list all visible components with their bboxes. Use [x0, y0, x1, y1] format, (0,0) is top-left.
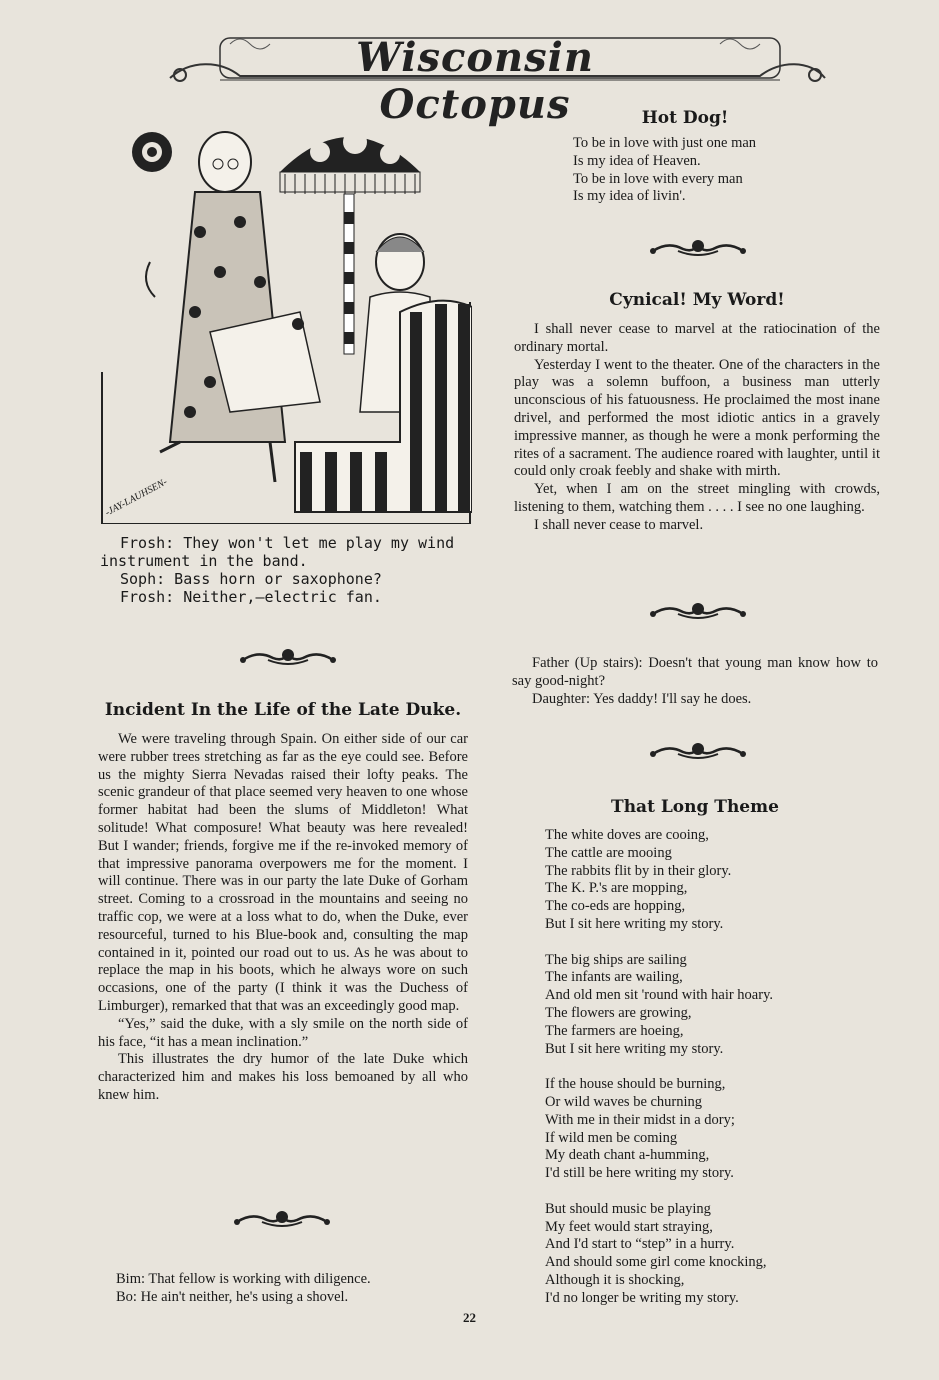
cynical-article	[514, 321, 880, 535]
poem-line: The co-eds are hopping,	[545, 898, 686, 915]
poem-line: If wild men be coming	[545, 1129, 678, 1146]
poem-line: But I sit here writing my story.	[545, 1040, 724, 1057]
frosh-joke	[100, 534, 480, 606]
father-joke	[512, 655, 878, 708]
cynical-title: Cynical! My Word!	[609, 290, 785, 310]
poem-line: The big ships are sailing	[545, 951, 687, 968]
masthead-title: Wisconsin Octopus	[356, 34, 594, 128]
divider-ornament	[648, 740, 748, 767]
poem-line: The flowers are growing,	[545, 1004, 692, 1021]
joke-line: Frosh: They won't let me play my wind	[120, 534, 455, 552]
poem-stanza	[545, 827, 885, 934]
article-paragraph: Yet, when I am on the street mingling with crowds, listening to them, watching them . . . . I see no one laughing.	[514, 481, 880, 515]
divider-ornament	[648, 237, 748, 264]
poem-line: And should some girl come knocking,	[545, 1254, 767, 1271]
incident-article	[98, 731, 468, 1105]
hot-dog-poem	[573, 135, 873, 206]
poem-line: I'd still be here writing my story.	[545, 1165, 734, 1182]
poem-line: And old men sit 'round with hair hoary.	[545, 987, 773, 1004]
cartoon-signature: -JAY-LAUHSEN-	[103, 476, 170, 519]
poem-stanza	[545, 952, 885, 1059]
poem-line: Is my idea of Heaven.	[573, 152, 701, 169]
article-paragraph: Yesterday I went to the theater. One of the characters in the play was a solemn buffoon, a business man utterly unconscious of his fatuousness. He proclaimed the most inane drivel, and performed the most idiotic antics in a gravely impressive manner, as though he were a monk performing the rites of a sacrament. The audience roared with laughter, until it could only croak feebly and shake with mirth.	[514, 356, 880, 480]
poem-line: My death chant a-humming,	[545, 1147, 710, 1164]
article-paragraph: I shall never cease to marvel at the ratiocination of the ordinary mortal.	[514, 321, 880, 355]
incident-title: Incident In the Life of the Late Duke.	[104, 700, 462, 720]
poem-line: The cattle are mooing	[545, 844, 672, 861]
poem-line: With me in their midst in a dory;	[545, 1111, 735, 1128]
joke-line: Daughter: Yes daddy! I'll say he does.	[532, 690, 752, 707]
poem-line: If the house should be burning,	[545, 1076, 726, 1093]
divider-ornament	[232, 1208, 332, 1235]
page-number: 22	[463, 1310, 476, 1325]
poem-line: The K. P.'s are mopping,	[545, 880, 688, 897]
poem-line: The infants are wailing,	[545, 969, 683, 986]
poem-stanza	[545, 1201, 885, 1308]
poem-line: My feet would start straying,	[545, 1218, 713, 1235]
joke-line: Father (Up stairs): Doesn't that young man know how to say good-night?	[512, 655, 878, 689]
poem-line: To be in love with just one man	[573, 135, 757, 151]
joke-line: Bo: He ain't neither, he's using a shovel.	[116, 1288, 349, 1305]
poem-line: But should music be playing	[545, 1200, 711, 1217]
poem-stanza	[545, 1076, 885, 1183]
cartoon-illustration	[100, 112, 472, 524]
poem-line: The rabbits flit by in their glory.	[545, 862, 732, 879]
poem-line: Or wild waves be churning	[545, 1093, 703, 1110]
poem-line: Is my idea of livin'.	[573, 188, 686, 205]
poem-line: To be in love with every man	[573, 170, 743, 187]
divider-ornament	[238, 646, 338, 673]
long-theme-title: That Long Theme	[611, 797, 779, 817]
joke-line: Bim: That fellow is working with diligence.	[116, 1271, 371, 1287]
hot-dog-title: Hot Dog!	[641, 108, 729, 128]
poem-line: I'd no longer be writing my story.	[545, 1289, 739, 1306]
article-paragraph: This illustrates the dry humor of the late Duke which characterized him and makes his loss bemoaned by all who knew him.	[98, 1051, 468, 1103]
divider-ornament	[648, 600, 748, 627]
article-paragraph: We were traveling through Spain. On either side of our car were rubber trees stretching as far as the eye could see. Before us the mighty Sierra Nevadas raised their lofty peaks. The scenic grandeur of that place seemed very heaven to one whose former habitat had been the slums of Middleton! What solitude! What composure! What beauty was here revealed! But I wander; friends, forgive me if the re-invoked memory of that impressive panorama overpowers me for the moment. I will continue. There was in our party the late Duke of Gorham street. Coming to a crossroad in the mountains and seeing no traffic cop, we were at a loss what to do, when the Duke, ever resourceful, turned to his Blue-book and, consulting the map contained in it, pointed our road out to us. As he was about to replace the map in his boots, which he always wore on such occasions, one of the party (I think it was the Duchess of Limburger), remarked that that was an exceedingly good map.	[98, 731, 468, 1014]
poem-line: The farmers are hoeing,	[545, 1022, 684, 1039]
poem-line: And I'd start to “step” in a hurry.	[545, 1236, 735, 1253]
bim-joke	[116, 1271, 476, 1307]
poem-line: Although it is shocking,	[545, 1271, 685, 1288]
article-paragraph: “Yes,” said the duke, with a sly smile on the north side of his face, “it has a mean inclination.”	[98, 1015, 468, 1050]
article-paragraph: I shall never cease to marvel.	[534, 516, 704, 533]
poem-line: The white doves are cooing,	[545, 827, 709, 843]
poem-line: But I sit here writing my story.	[545, 915, 724, 932]
long-theme-poem	[545, 827, 885, 1325]
joke-line: Frosh: Neither,—electric fan.	[120, 588, 382, 606]
joke-line: Soph: Bass horn or saxophone?	[120, 570, 382, 588]
joke-line: instrument in the band.	[100, 552, 308, 570]
